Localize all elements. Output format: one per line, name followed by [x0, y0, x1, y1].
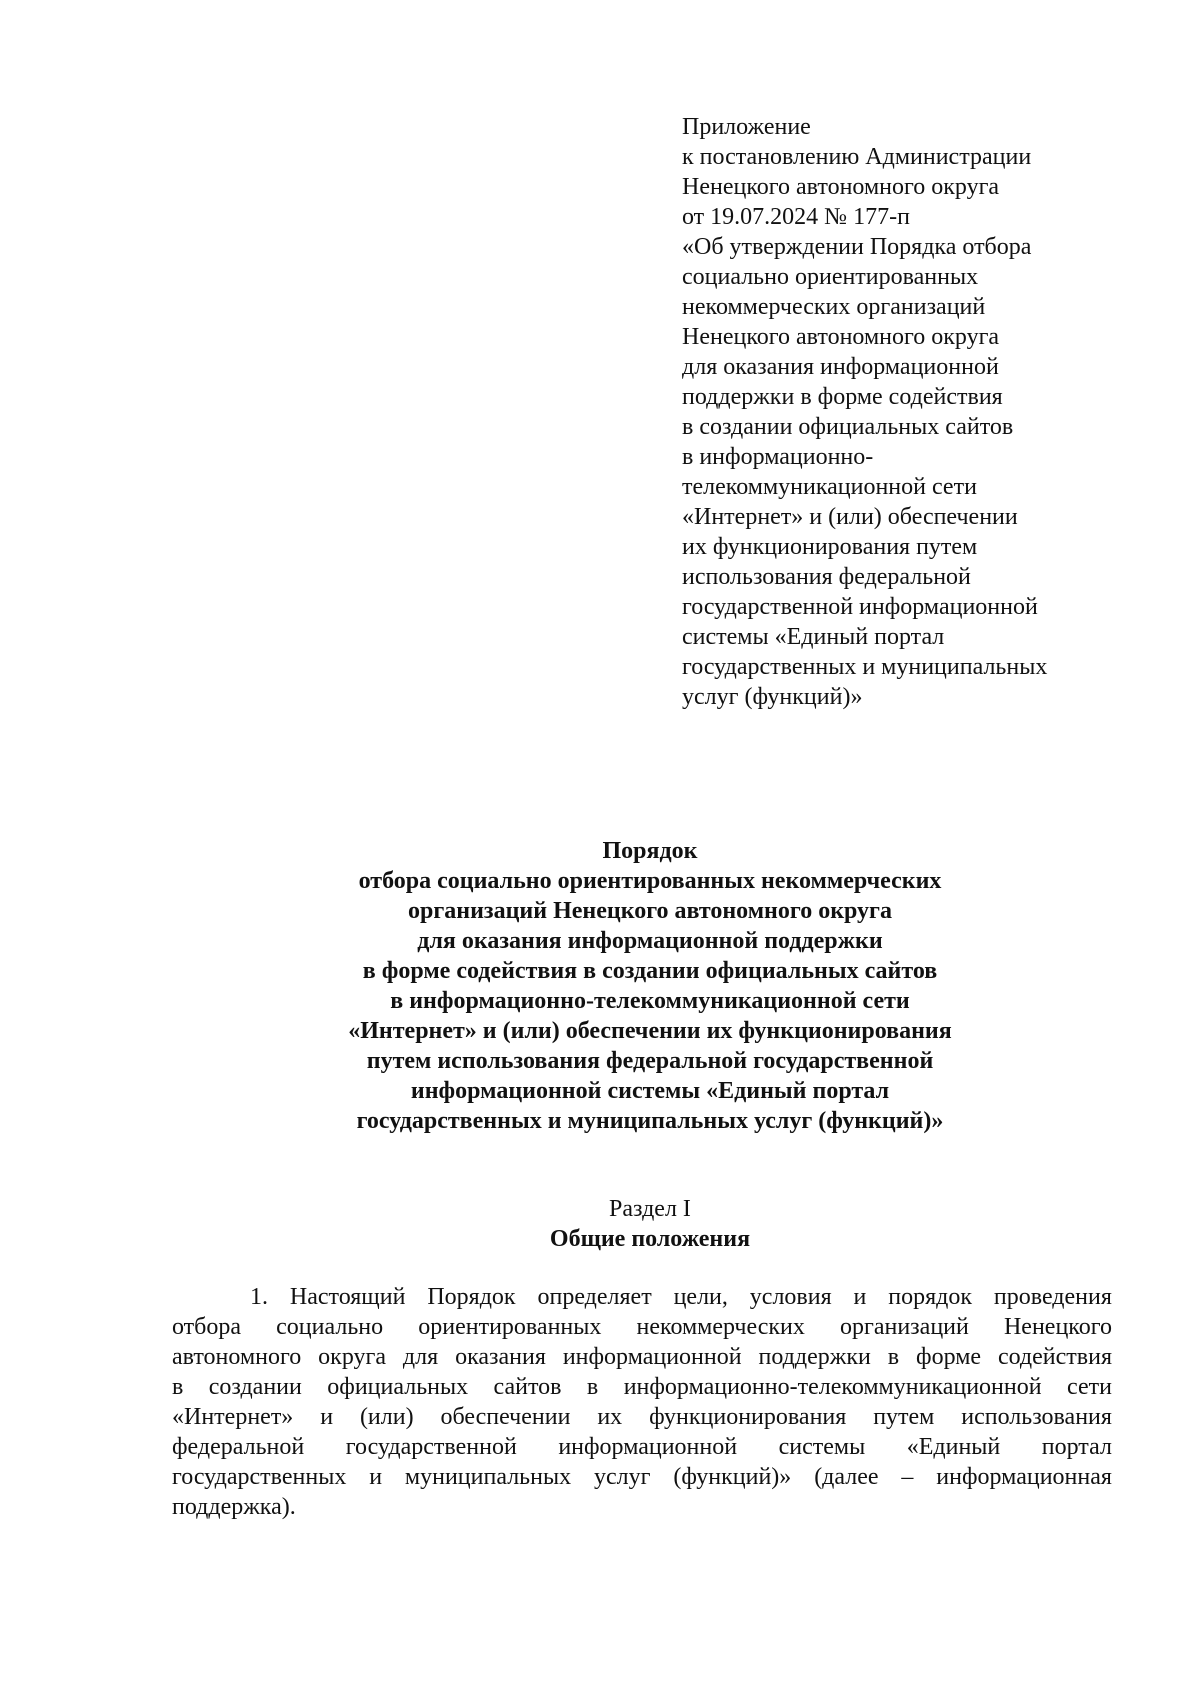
paragraph-word: (или) [359, 1404, 414, 1430]
title-line: в форме содействия в создании официальных сайтов [362, 958, 938, 984]
paragraph-word: порядок [888, 1284, 973, 1310]
title-line: отбора социально ориентированных некоммерческих [358, 868, 942, 894]
title-line: государственных и муниципальных услуг (функций)» [356, 1108, 944, 1134]
paragraph-line [172, 1312, 1112, 1342]
paragraph-word: портал [1041, 1434, 1112, 1460]
document-title [250, 836, 1050, 1136]
appendix-line: Приложение [682, 114, 811, 140]
paragraph-word: Ненецкого [1003, 1314, 1112, 1340]
appendix-block [682, 112, 1142, 712]
paragraph-word: системы [778, 1434, 866, 1460]
paragraph-word: информационной [558, 1434, 738, 1460]
appendix-line: от 19.07.2024 № 177-п [682, 204, 910, 230]
appendix-line: государственных и муниципальных [682, 654, 1048, 680]
paragraph-word: Настоящий [289, 1284, 406, 1310]
paragraph-word: (далее [814, 1464, 879, 1490]
paragraph-line [172, 1492, 1112, 1522]
paragraph-word: информационно-телекоммуникационной [623, 1374, 1042, 1400]
paragraph-word: в [586, 1374, 599, 1400]
paragraph-word: муниципальных [404, 1464, 572, 1490]
appendix-line: для оказания информационной [682, 354, 999, 380]
paragraph-word: государственной [345, 1434, 517, 1460]
appendix-line: телекоммуникационной сети [682, 474, 977, 500]
title-line: организаций Ненецкого автономного округа [408, 898, 892, 924]
title-line: «Интернет» и (или) обеспечении их функционирования [348, 1018, 952, 1044]
paragraph-line [172, 1282, 1112, 1312]
appendix-line: поддержки в форме содействия [682, 384, 1003, 410]
paragraph-word: информационная [936, 1464, 1112, 1490]
paragraph-word: оказания [455, 1344, 546, 1370]
paragraph-word: 1. [250, 1284, 268, 1310]
paragraph-word: содействия [997, 1344, 1112, 1370]
paragraph-word: социально [276, 1314, 384, 1340]
appendix-line: в создании официальных сайтов [682, 414, 1014, 440]
paragraph-word: для [402, 1344, 439, 1370]
paragraph-line [172, 1402, 1112, 1432]
title-line: для оказания информационной поддержки [417, 928, 883, 954]
paragraph-word: форме [916, 1344, 982, 1370]
appendix-line: социально ориентированных [682, 264, 979, 290]
paragraph-word: цели, [673, 1284, 728, 1310]
paragraph-word: и [320, 1404, 334, 1430]
paragraph-word: определяет [537, 1284, 652, 1310]
title-line: путем использования федеральной государственной [366, 1048, 934, 1074]
paragraph-word: услуг [593, 1464, 651, 1490]
paragraph-text: поддержка). [172, 1494, 296, 1520]
paragraph-word: условия [749, 1284, 832, 1310]
paragraph-word: ориентированных [418, 1314, 602, 1340]
paragraph-word: информационной [562, 1344, 742, 1370]
title-line: информационной системы «Единый портал [410, 1078, 890, 1104]
appendix-line: услуг (функций)» [682, 684, 863, 710]
paragraph-word: Порядок [427, 1284, 516, 1310]
paragraph-word: организаций [840, 1314, 969, 1340]
appendix-line: системы «Единый портал [682, 624, 945, 650]
paragraph-word: официальных [327, 1374, 469, 1400]
appendix-line: использования федеральной [682, 564, 971, 590]
title-line: в информационно-телекоммуникационной сети [390, 988, 910, 1014]
title-line: Порядок [602, 838, 698, 864]
paragraph-word: сайтов [493, 1374, 562, 1400]
paragraph-word: их [597, 1404, 623, 1430]
paragraph-word: поддержки [758, 1344, 871, 1370]
paragraph-word: автономного [172, 1344, 302, 1370]
paragraph-word: использования [961, 1404, 1112, 1430]
paragraph-word: сети [1067, 1374, 1112, 1400]
appendix-line: «Об утверждении Порядка отбора [682, 234, 1032, 260]
paragraph-word: «Интернет» [172, 1404, 294, 1430]
section-name: Общие положения [549, 1226, 751, 1252]
paragraph-word: (функций)» [673, 1464, 792, 1490]
paragraph-line [172, 1462, 1112, 1492]
paragraph-line [172, 1342, 1112, 1372]
paragraph-line [172, 1432, 1112, 1462]
paragraph-word: создании [208, 1374, 302, 1400]
section-heading [250, 1194, 1050, 1254]
paragraph-word: некоммерческих [636, 1314, 805, 1340]
paragraph-word: обеспечении [440, 1404, 571, 1430]
paragraph-word: путем [873, 1404, 935, 1430]
paragraph-1 [172, 1282, 1112, 1522]
appendix-line: их функционирования путем [682, 534, 978, 560]
appendix-line: Ненецкого автономного округа [682, 174, 1000, 200]
paragraph-word: государственных [172, 1464, 347, 1490]
paragraph-word: в [172, 1374, 184, 1400]
appendix-line: к постановлению Администрации [682, 144, 1032, 170]
appendix-line: «Интернет» и (или) обеспечении [682, 504, 1018, 530]
paragraph-word: отбора [172, 1314, 242, 1340]
paragraph-word: проведения [993, 1284, 1112, 1310]
section-number: Раздел I [609, 1196, 691, 1222]
appendix-line: в информационно- [682, 444, 874, 470]
paragraph-word: и [853, 1284, 867, 1310]
paragraph-word: «Единый [906, 1434, 1001, 1460]
paragraph-word: в [887, 1344, 900, 1370]
paragraph-word: – [901, 1464, 914, 1490]
appendix-line: некоммерческих организаций [682, 294, 986, 320]
paragraph-line [172, 1372, 1112, 1402]
appendix-line: Ненецкого автономного округа [682, 324, 1000, 350]
paragraph-word: федеральной [172, 1434, 305, 1460]
paragraph-word: округа [318, 1344, 386, 1370]
paragraph-word: и [369, 1464, 383, 1490]
appendix-line: государственной информационной [682, 594, 1038, 620]
paragraph-word: функционирования [649, 1404, 847, 1430]
